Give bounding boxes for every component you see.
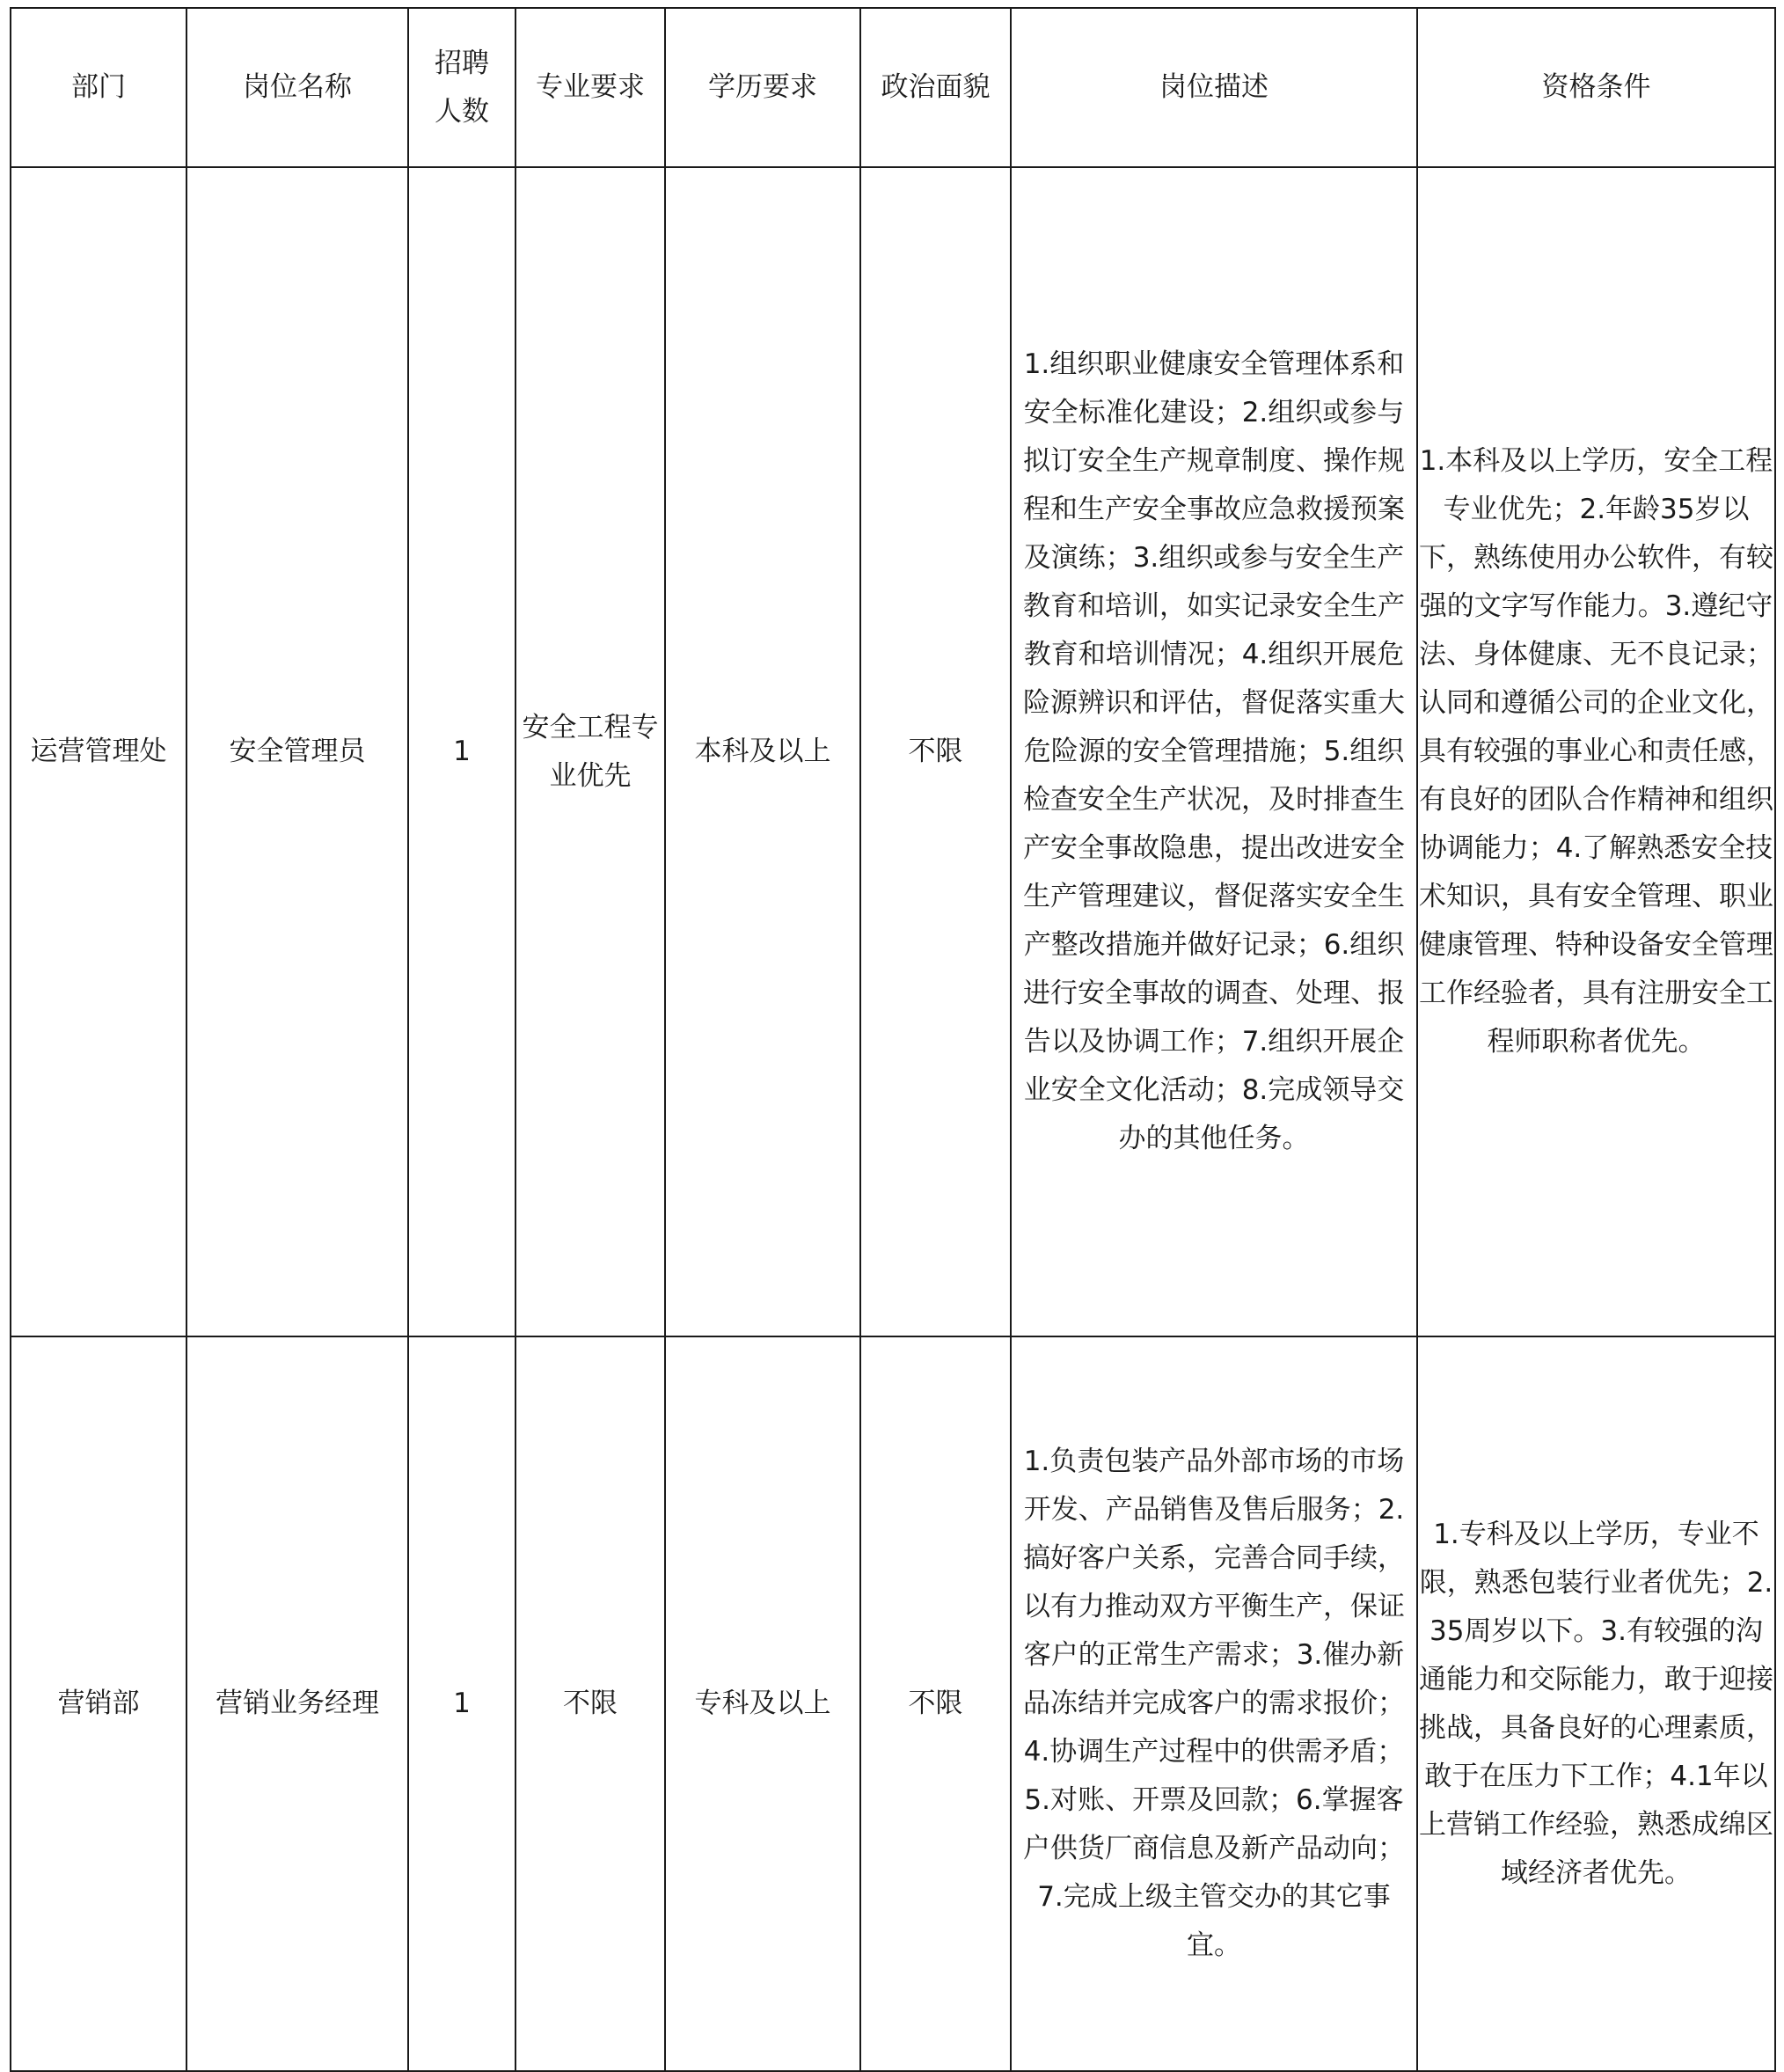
cell-headcount: 1 (408, 167, 515, 1336)
cell-department: 营销部 (11, 1336, 186, 2071)
header-qualifications: 资格条件 (1417, 8, 1775, 167)
cell-qualifications: 1.本科及以上学历，安全工程专业优先；2.年龄35岁以下，熟练使用办公软件，有较强的文字写作能力。3.遵纪守法、身体健康、无不良记录；认同和遵循公司的企业文化，具有较强的事业心和责任感，有良好的团队合作精神和组织协调能力；4.了解熟悉安全技术知识，具有安全管理、职业健康管理、特种设备安全管理工作经验者，具有注册安全工程师职称者优先。 (1417, 167, 1775, 1336)
table-row (11, 1336, 1775, 2071)
header-education: 学历要求 (665, 8, 860, 167)
cell-major: 不限 (515, 1336, 665, 2071)
header-political-status: 政治面貌 (860, 8, 1011, 167)
header-position-name: 岗位名称 (186, 8, 408, 167)
cell-department: 运营管理处 (11, 167, 186, 1336)
cell-education: 专科及以上 (665, 1336, 860, 2071)
cell-position-name: 营销业务经理 (186, 1336, 408, 2071)
cell-political-status: 不限 (860, 167, 1011, 1336)
header-department: 部门 (11, 8, 186, 167)
cell-description: 1.负责包装产品外部市场的市场开发、产品销售及售后服务；2.搞好客户关系，完善合同手续，以有力推动双方平衡生产，保证客户的正常生产需求；3.催办新品冻结并完成客户的需求报价；4.协调生产过程中的供需矛盾；5.对账、开票及回款；6.掌握客户供货厂商信息及新产品动向；7.完成上级主管交办的其它事宜。 (1011, 1336, 1417, 2071)
header-major: 专业要求 (515, 8, 665, 167)
recruitment-table (10, 7, 1776, 2072)
table-header-row (11, 8, 1775, 167)
cell-description: 1.组织职业健康安全管理体系和安全标准化建设；2.组织或参与拟订安全生产规章制度、操作规程和生产安全事故应急救援预案及演练；3.组织或参与安全生产教育和培训，如实记录安全生产教育和培训情况；4.组织开展危险源辨识和评估，督促落实重大危险源的安全管理措施；5.组织检查安全生产状况，及时排查生产安全事故隐患，提出改进安全生产管理建议，督促落实安全生产整改措施并做好记录；6.组织进行安全事故的调查、处理、报告以及协调工作；7.组织开展企业安全文化活动；8.完成领导交办的其他任务。 (1011, 167, 1417, 1336)
cell-qualifications: 1.专科及以上学历，专业不限，熟悉包装行业者优先；2.35周岁以下。3.有较强的沟通能力和交际能力，敢于迎接挑战，具备良好的心理素质，敢于在压力下工作；4.1年以上营销工作经验，熟悉成绵区域经济者优先。 (1417, 1336, 1775, 2071)
cell-headcount: 1 (408, 1336, 515, 2071)
header-description: 岗位描述 (1011, 8, 1417, 167)
cell-position-name: 安全管理员 (186, 167, 408, 1336)
table-row (11, 167, 1775, 1336)
cell-political-status: 不限 (860, 1336, 1011, 2071)
cell-education: 本科及以上 (665, 167, 860, 1336)
cell-major: 安全工程专业优先 (515, 167, 665, 1336)
header-headcount: 招聘人数 (408, 8, 515, 167)
